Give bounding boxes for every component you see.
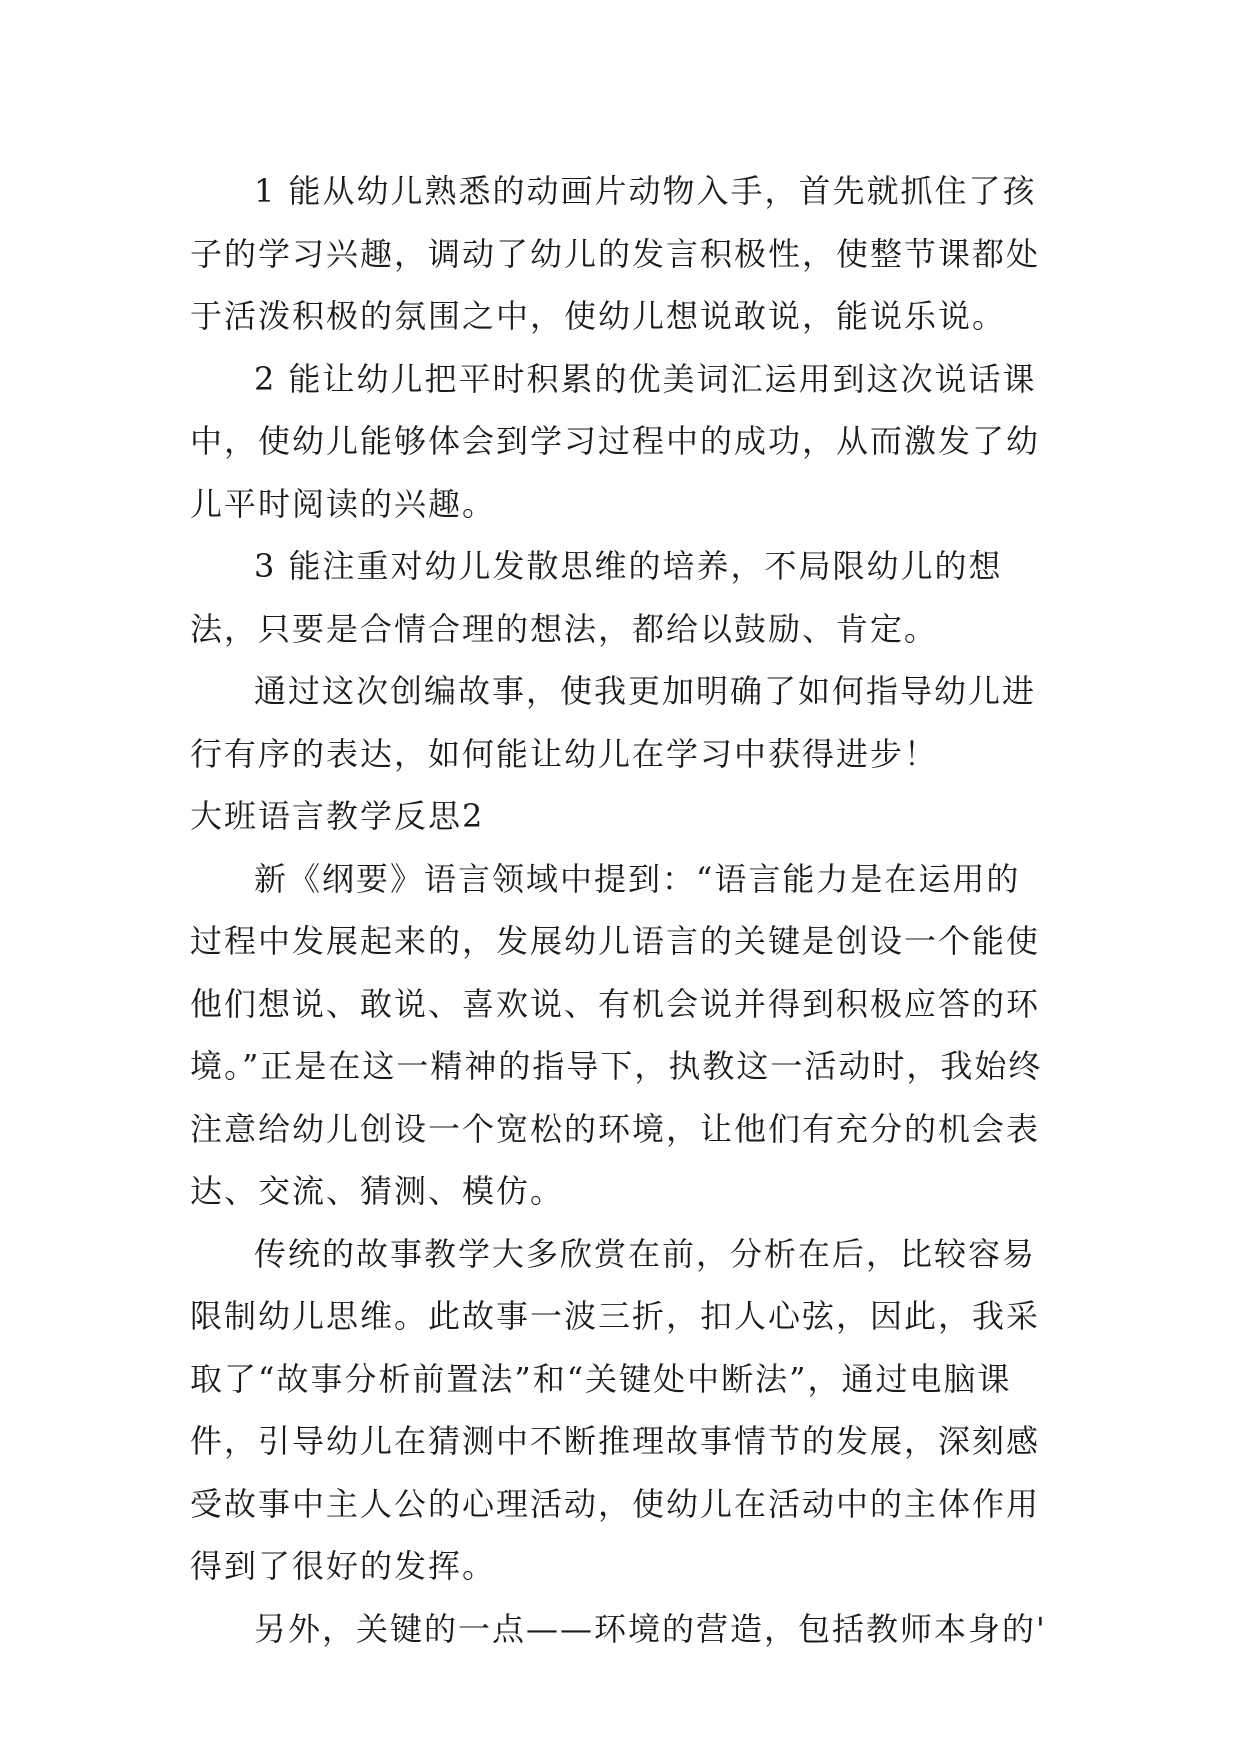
section-heading: 大班语言教学反思2 <box>190 797 485 835</box>
paragraph-point-3: 3 能注重对幼儿发散思维的培养，不局限幼儿的想法，只要是合情合理的想法，都给以鼓励、肯定。 <box>190 547 1003 648</box>
paragraph-guideline: 新《纲要》语言领域中提到：“语言能力是在运用的过程中发展起来的，发展幼儿语言的关键是创设一个能使他们想说、敢说、喜欢说、有机会说并得到积极应答的环境。”正是在这一精神的指导下，执教这一活动时，我始终注意给幼儿创设一个宽松的环境，让他们有充分的机会表达、交流、猜测、模仿。 <box>190 859 1043 1210</box>
document-body <box>190 160 1052 1660</box>
paragraph-conclusion: 通过这次创编故事，使我更加明确了如何指导幼儿进行有序的表达，如何能让幼儿在学习中获得进步！ <box>190 672 1037 773</box>
paragraph-environment: 另外，关键的一点——环境的营造，包括教师本身的' <box>254 1609 1047 1648</box>
paragraph-point-2: 2 能让幼儿把平时积累的优美词汇运用到这次说话课中，使幼儿能够体会到学习过程中的成功，从而激发了幼儿平时阅读的兴趣。 <box>190 359 1041 523</box>
paragraph-point-1: 1 能从幼儿熟悉的动画片动物入手，首先就抓住了孩子的学习兴趣，调动了幼儿的发言积极性，使整节课都处于活泼积极的氛围之中，使幼儿想说敢说，能说乐说。 <box>190 172 1041 335</box>
paragraph-method: 传统的故事教学大多欣赏在前，分析在后，比较容易限制幼儿思维。此故事一波三折，扣人心弦，因此，我采取了“故事分析前置法”和“关键处中断法”，通过电脑课件，引导幼儿在猜测中不断推理故事情节的发展，深刻感受故事中主人公的心理活动，使幼儿在活动中的主体作用得到了很好的发挥。 <box>190 1234 1041 1585</box>
